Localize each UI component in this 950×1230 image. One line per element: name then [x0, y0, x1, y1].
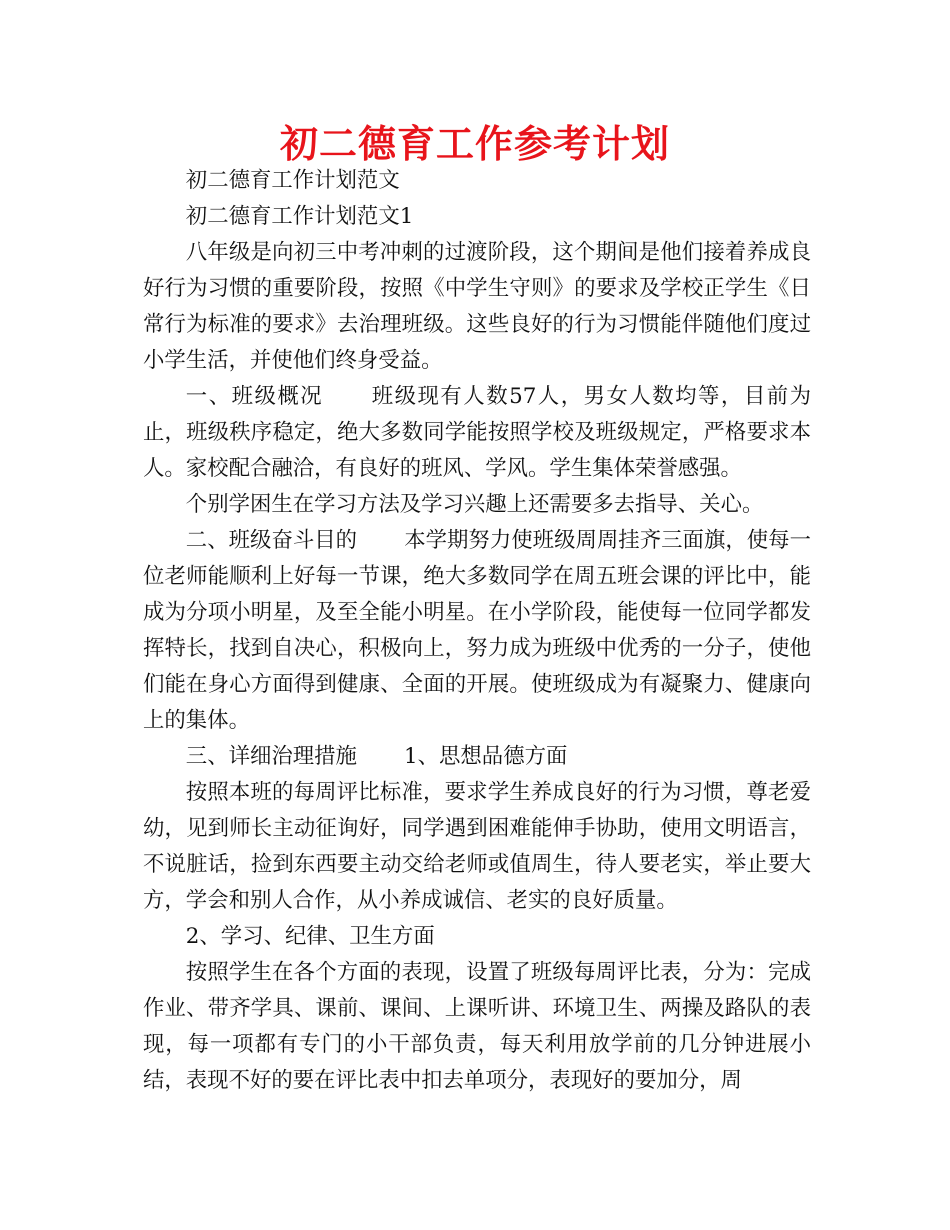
paragraph — [143, 919, 811, 955]
paragraph — [143, 235, 811, 379]
document-title: 初二德育工作参考计划 — [279, 122, 670, 166]
paragraph-text: 本学期努力使班级周周挂齐三面旗，使每一位老师能顺利上好每一节课，绝大多数同学在周五班会课的评比中，能成为分项小明星，及至全能小明星。在小学阶段，能使每一位同学都发挥特长，找到自决心，积极向上，努力成为班级中优秀的一分子，使他们能在身心方面得到健康、全面的开展。使班级成为有凝聚力、健康向上的集体。 — [143, 528, 811, 733]
paragraph — [143, 379, 811, 487]
paragraph-text: 初二德育工作计划范文1 — [185, 204, 414, 229]
paragraph-text: 按照本班的每周评比标准，要求学生养成良好的行为习惯，尊老爱幼，见到师长主动征询好，同学遇到困难能伸手协助，使用文明语言，不说脏话，捡到东西要主动交给老师或值周生，待人要老实，举止要大方，学会和别人合作，从小养成诚信、老实的良好质量。 — [143, 780, 811, 913]
paragraph-text: 1、思想品德方面 — [404, 744, 568, 769]
section-heading: 一、班级概况 — [185, 384, 324, 409]
paragraph-text: 按照学生在各个方面的表现，设置了班级每周评比表，分为：完成作业、带齐学具、课前、课间、上课听讲、环境卫生、两操及路队的表现，每一项都有专门的小干部负责，每天利用放学前的几分钟进展小结，表现不好的要在评比表中扣去单项分，表现好的要加分，周 — [143, 960, 811, 1093]
paragraph — [143, 775, 811, 919]
section-heading: 二、班级奋斗目的 — [185, 528, 358, 553]
paragraph-text: 初二德育工作计划范文 — [185, 168, 400, 193]
paragraph — [143, 199, 811, 235]
paragraph-text: 八年级是向初三中考冲刺的过渡阶段，这个期间是他们接着养成良好行为习惯的重要阶段，按照《中学生守则》的要求及学校正学生《日常行为标准的要求》去治理班级。这些良好的行为习惯能伴随他们度过小学生活，并使他们终身受益。 — [143, 240, 811, 373]
paragraph — [143, 163, 811, 199]
section-heading: 三、详细治理措施 — [185, 744, 357, 769]
paragraph — [143, 739, 811, 775]
paragraph — [143, 955, 811, 1099]
paragraph-text: 个别学困生在学习方法及学习兴趣上还需要多去指导、关心。 — [185, 492, 764, 517]
paragraph — [143, 523, 811, 739]
paragraph — [143, 487, 811, 523]
paragraph-text: 班级现有人数57人，男女人数均等，目前为止，班级秩序稳定，绝大多数同学能按照学校及班级规定，严格要求本人。家校配合融洽，有良好的班风、学风。学生集体荣誉感强。 — [143, 384, 811, 481]
document-body — [143, 163, 811, 1099]
paragraph-text: 2、学习、纪律、卫生方面 — [185, 924, 435, 949]
